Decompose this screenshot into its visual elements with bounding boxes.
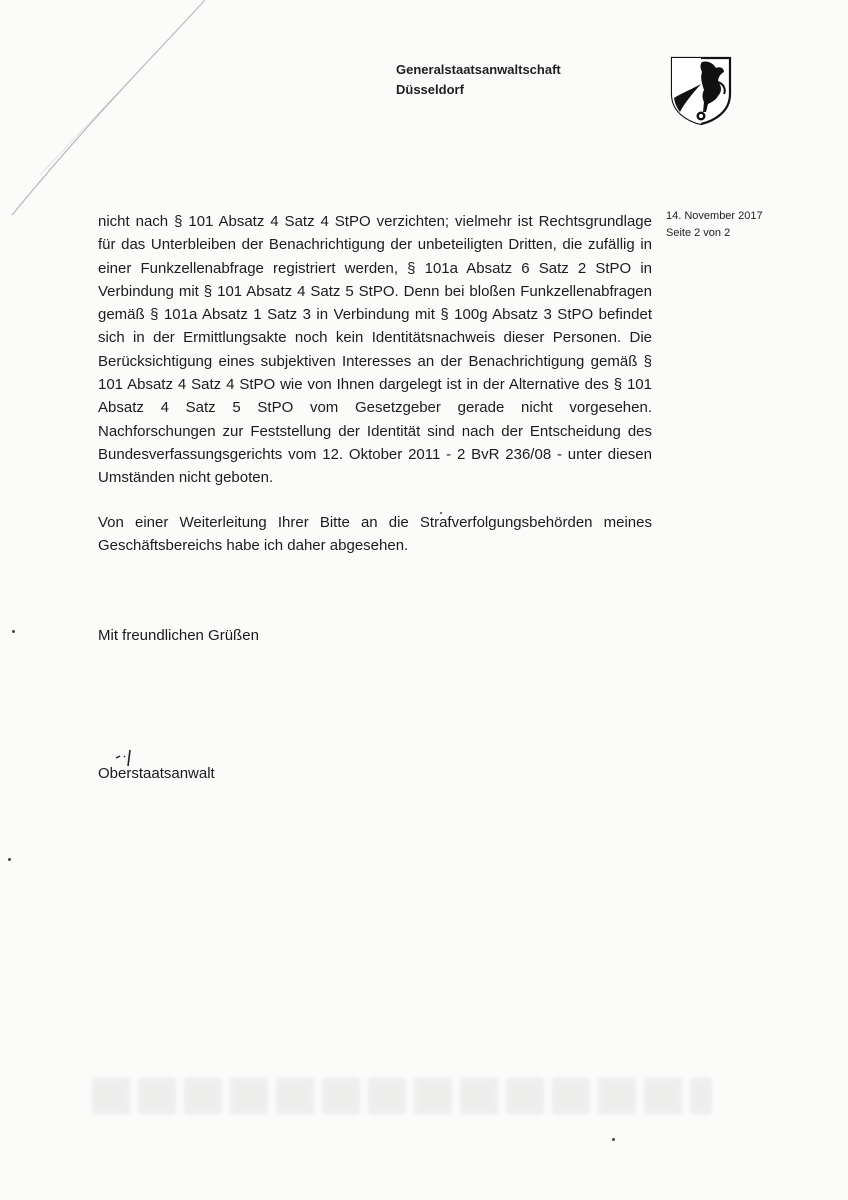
signer-title: Oberstaatsanwalt [98, 765, 215, 782]
nrw-coat-of-arms-icon [668, 54, 734, 126]
show-through-text [92, 1078, 712, 1114]
closing-greeting: Mit freundlichen Grüßen [98, 627, 259, 644]
date-block [666, 208, 763, 242]
page-number: Seite 2 von 2 [666, 227, 731, 239]
paper-speck [8, 858, 11, 861]
authority-line-1: Generalstaatsanwaltschaft [396, 62, 561, 77]
authority-line-2: Düsseldorf [396, 82, 464, 97]
paper-speck [12, 630, 15, 633]
letter-date: 14. November 2017 [666, 210, 763, 222]
paper-speck [440, 512, 442, 514]
paper-speck [612, 1138, 615, 1141]
body-paragraph-1: nicht nach § 101 Absatz 4 Satz 4 StPO verzichten; vielmehr ist Rechtsgrundlage für das Unterbleiben der Benachrichtigung der unbeteiligten Dritten, die zufällig in einer Funkzellenabfrage registriert werden, § 101a Absatz 6 Satz 2 StPO in Verbindung mit § 101 Absatz 4 Satz 5 StPO. Denn bei bloßen Funkzellenabfragen gemäß § 101a Absatz 1 Satz 3 in Verbindung mit § 100g Absatz 3 StPO befindet sich in der Ermittlungsakte noch kein Identitätsnachweis dieser Personen. Die Berücksichtigung eines subjektiven Interesses an der Benachrichtigung gemäß § 101 Absatz 4 Satz 4 StPO wie von Ihnen dargelegt ist in der Alternative des § 101 Absatz 4 Satz 5 StPO vom Gesetzgeber gerade nicht vorgesehen. Nachforschungen zur Feststellung der Identität sind nach der Entscheidung des Bundesverfassungsgerichts vom 12. Oktober 2011 - 2 BvR 236/08 - unter diesen Umständen nicht geboten. [98, 213, 652, 487]
letter-body [98, 210, 652, 557]
authority-name [396, 60, 561, 100]
body-paragraph-2: Von einer Weiterleitung Ihrer Bitte an die Strafverfolgungsbehörden meines Geschäftsbereichs habe ich daher abgesehen. [98, 513, 652, 554]
